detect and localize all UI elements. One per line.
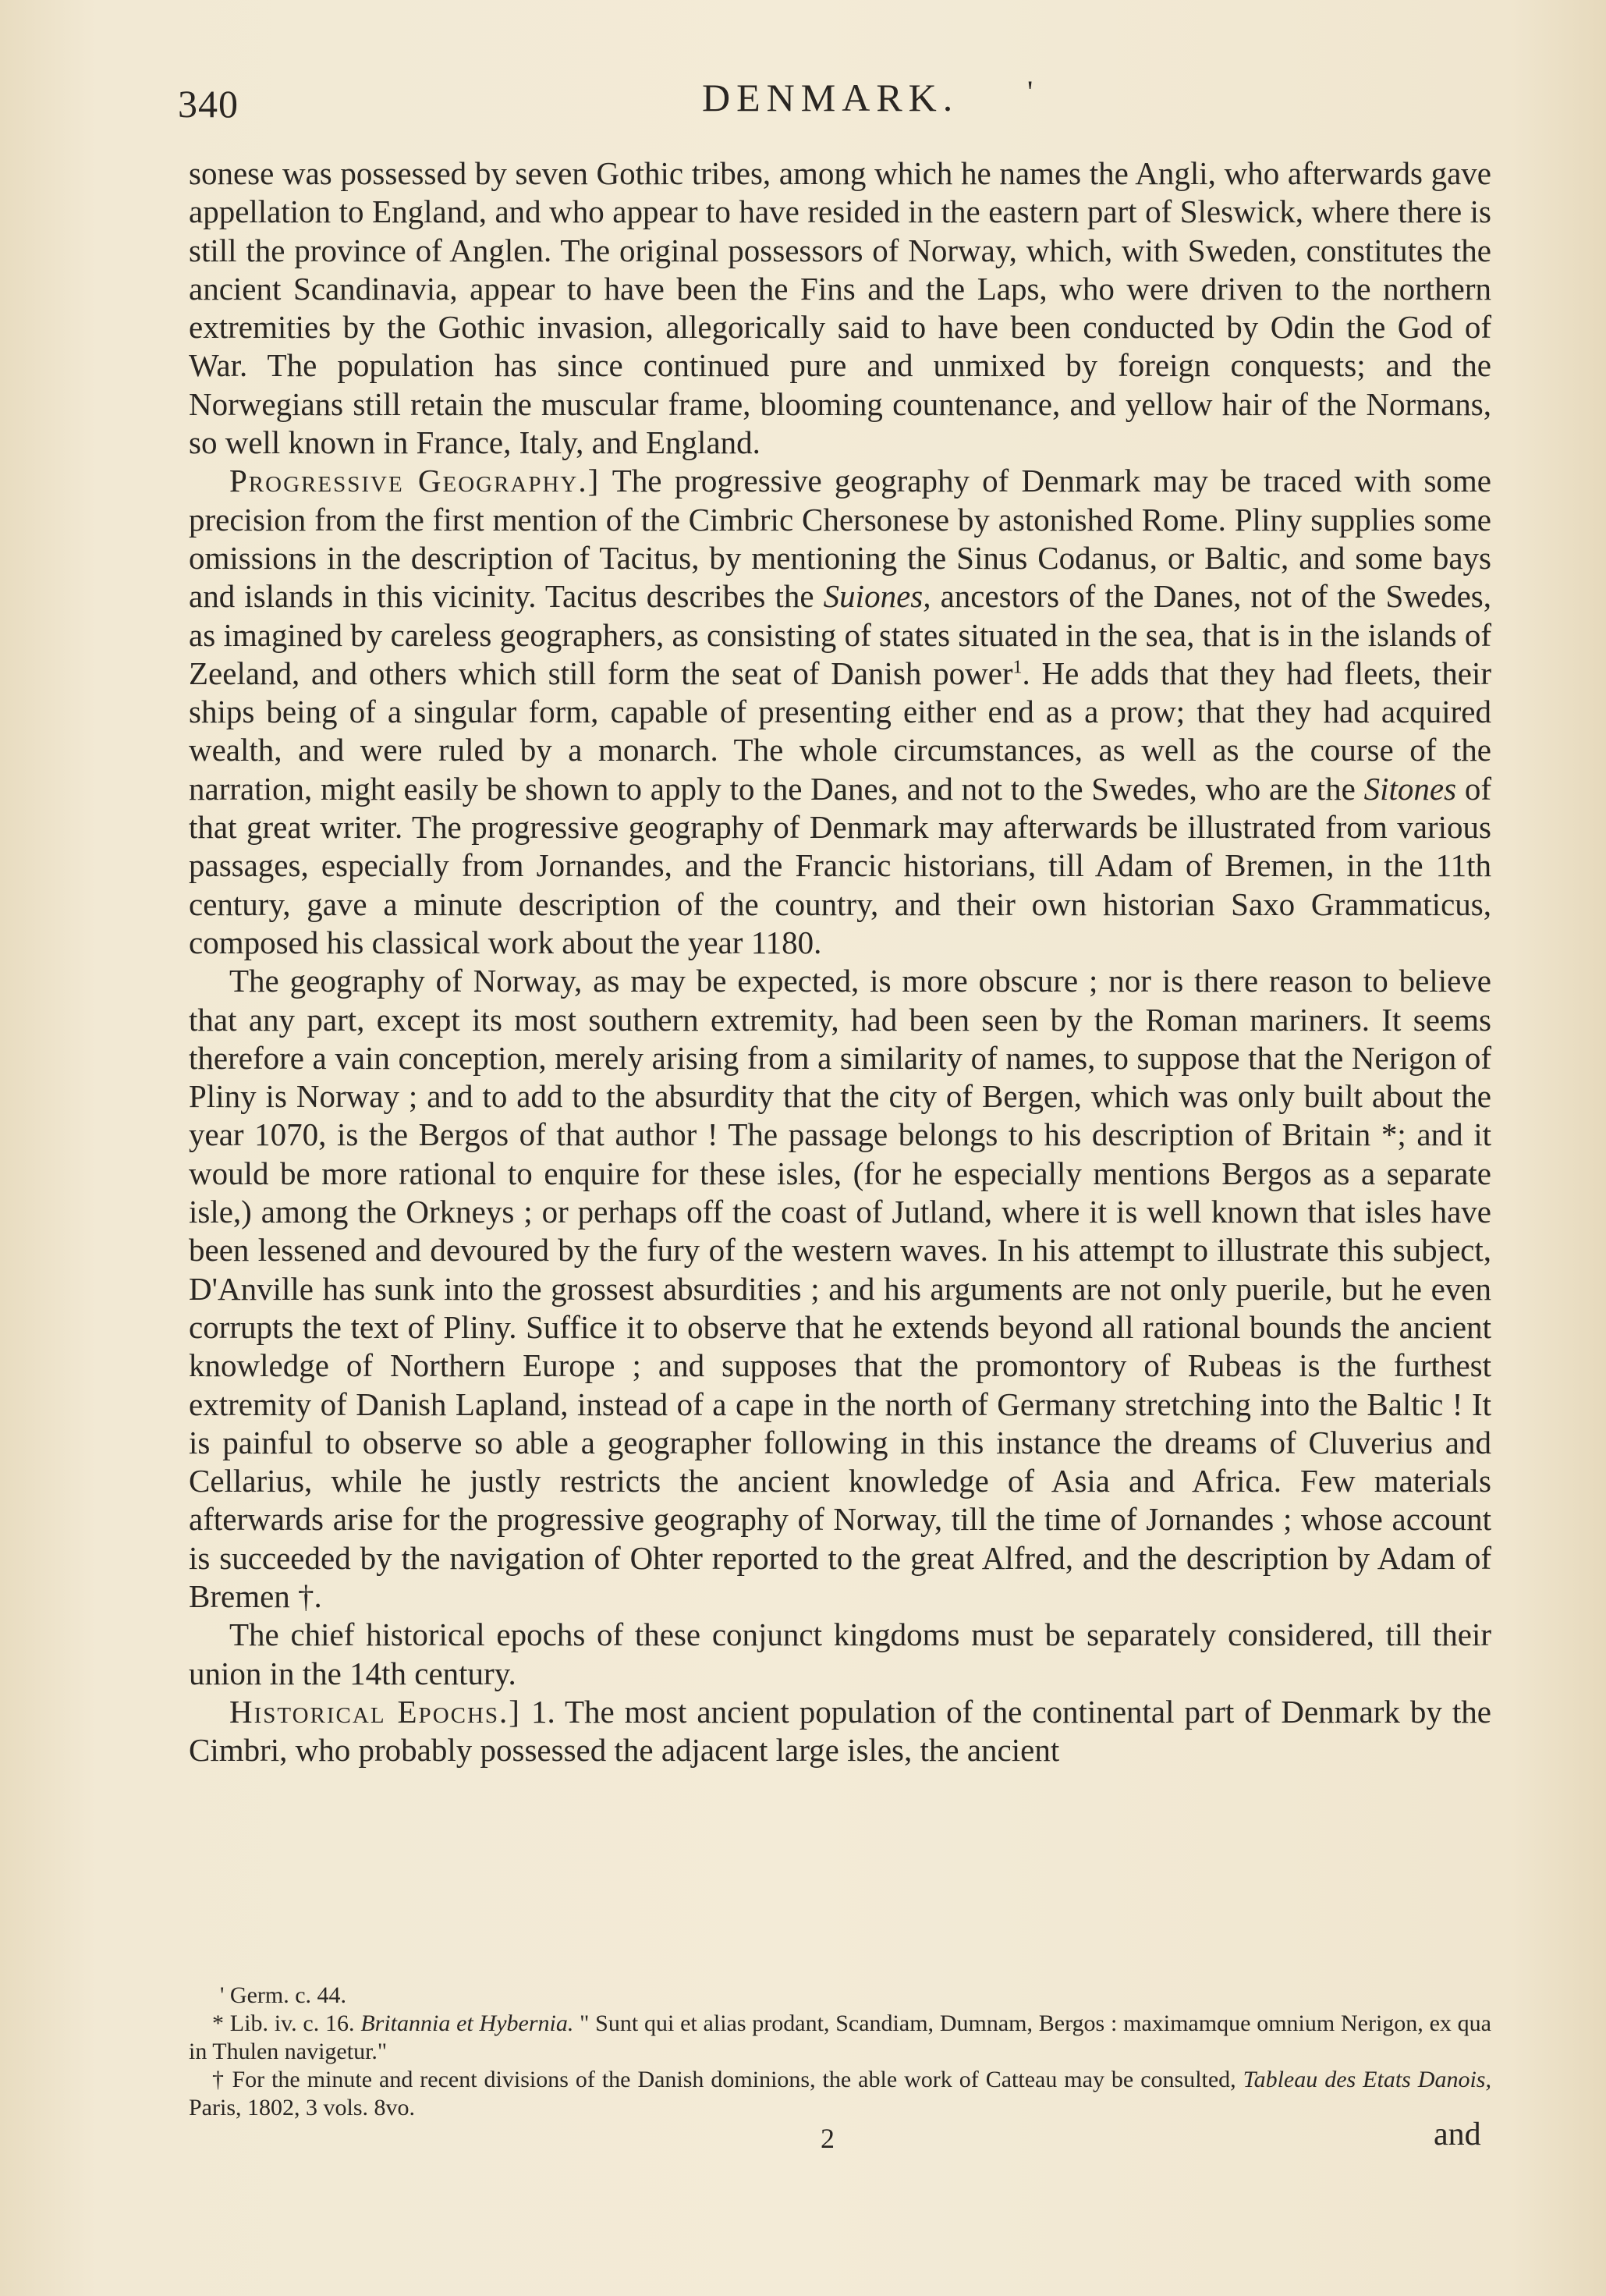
header-mark: ' — [1027, 74, 1033, 109]
footnote-text: " Sunt qui et alias prodant, Scandiam, Dumnam, Bergos : maximamque omnium Nerigon, ex qua in Thulen navigetur." — [189, 2010, 1491, 2064]
paragraph-text: The progressive geography of Denmark may be traced with some precision from the first mention of the Cimbric Chersonese by astonished Rome. Pliny supplies some omissions in the description of Tacitus, by mentioning the Sinus Codanus, or Baltic, and some bays and islands in this vicinity. Tacitus describes the — [189, 463, 1491, 615]
footnote-italic: Tableau des Etats Danois, — [1243, 2067, 1491, 2092]
footnote-dagger — [189, 2066, 1491, 2122]
paragraph-historical-intro: The chief historical epochs of these conjunct kingdoms must be separately considered, till their union in the 14th century. — [189, 1616, 1491, 1691]
footnotes — [189, 1982, 1491, 2122]
catchword: and — [1434, 2117, 1481, 2152]
page-number: 340 — [178, 82, 239, 126]
sidehead-historical-epochs: Historical Epochs.] — [229, 1693, 521, 1730]
main-text — [189, 154, 1491, 1769]
paragraph-norway-geography: The geography of Norway, as may be expected, is more obscure ; nor is there reason to believe that any part, except its most southern extremity, had been seen by the Roman mariners. It seems therefore a vain conception, merely arising from a similarity of names, to suppose that the Nerigon of Pliny is Norway ; and to add to the absurdity that the city of Bergen, which was only built about the year 1070, is the Bergos of that author ! The passage belongs to his description of Britain *; and it would be more rational to enquire for these isles, (for he especially mentions Bergos as a separate isle,) among the Orkneys ; or perhaps off the coast of Jutland, where it is well known that isles have been lessened and devoured by the fury of the western waves. In his attempt to illustrate this subject, D'Anville has sunk into the grossest absurdities ; and his arguments are not only puerile, but he even corrupts the text of Pliny. Suffice it to observe that he extends beyond all rational bounds the ancient knowledge of Northern Europe ; and supposes that the promontory of Rubeas is the furthest extremity of Danish Lapland, instead of a cape in the north of Germany stretching into the Baltic ! It is painful to observe so able a geographer following in this instance the dreams of Cluverius and Cellarius, while he justly restricts the ancient knowledge of Asia and Africa. Few materials afterwards arise for the progressive geography of Norway, till the time of Jornandes ; whose account is succeeded by the navigation of Ohter reported to the great Alfred, and the description by Adam of Bremen †. — [189, 963, 1491, 1614]
paragraph-text: ancestors of the Danes, not of the Swedes, as imagined by careless geographers, as consisting of states situated in the sea, that is in the islands of Zeeland, and others which still form the seat of Danish power — [189, 578, 1491, 691]
page-header — [0, 72, 1606, 126]
footnote-text: * Lib. iv. c. 16. — [212, 2010, 361, 2036]
footnote-text: † For the minute and recent divisions of the Danish dominions, the able work of Catteau may be consulted, — [212, 2067, 1243, 2092]
footnote-ref: 1 — [1012, 657, 1023, 678]
sidehead-progressive-geography: Progressive Geography.] — [229, 463, 601, 499]
italic-term: Suiones, — [823, 578, 931, 615]
paragraph-historical-epochs — [189, 1693, 1491, 1770]
paragraph-continuation: sonese was possessed by seven Gothic tribes, among which he names the Angli, who afterwards gave appellation to England, and who appear to have resided in the eastern part of Sleswick, where there is still the province of Anglen. The original possessors of Norway, which, with Sweden, constitutes the ancient Scandinavia, appear to have been the Fins and the Laps, who were driven to the northern extremities by the Gothic invasion, allegorically said to have been conducted by Odin the God of War. The population has since continued pure and unmixed by foreign conquests; and the Norwegians still retain the muscular frame, blooming countenance, and yellow hair of the Normans, so well known in France, Italy, and England. — [189, 155, 1491, 461]
signature-mark: 2 — [821, 2123, 835, 2154]
footnote-1: ' Germ. c. 44. — [220, 1982, 347, 2008]
running-title: DENMARK. — [702, 76, 959, 119]
footnote-asterisk — [189, 2010, 1491, 2066]
paragraph-text: . He adds that they had fleets, their ships being of a singular form, capable of presenting either end as a prow; that they had acquired wealth, and were ruled by a monarch. The whole circumstances, as well as the course of the narration, might easily be shown to apply to the Danes, and not to the Swedes, who are the — [189, 655, 1491, 807]
italic-term: Sitones — [1363, 770, 1457, 807]
paragraph-text: of that great writer. The progressive geography of Denmark may afterwards be illustrated from various passages, especially from Jornandes, and the Francic historians, till Adam of Bremen, in the 11th century, gave a minute description of the country, and their own historian Saxo Grammaticus, composed his classical work about the year 1180. — [189, 770, 1491, 960]
paragraph-text: 1. The most ancient population of the continental part of Denmark by the Cimbri, who probably possessed the adjacent large isles, the ancient — [189, 1693, 1491, 1769]
paragraph-progressive-geography — [189, 462, 1491, 962]
footnote-italic: Britannia et Hybernia. — [360, 2010, 574, 2036]
footnote-text: Paris, 1802, 3 vols. 8vo. — [189, 2095, 416, 2120]
